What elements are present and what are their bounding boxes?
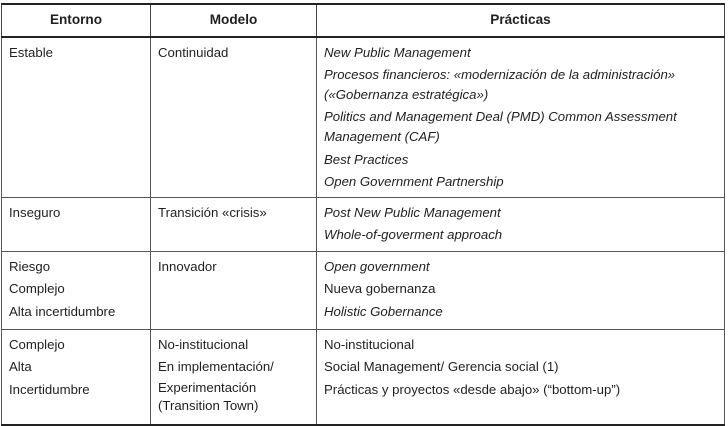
practice-item: Social Management/ Gerencia social (1): [324, 359, 559, 374]
entorno-cell: [2, 251, 151, 329]
modelo-text: Continuidad: [158, 45, 229, 60]
modelo-cell: [151, 251, 317, 329]
entorno-text: Complejo: [9, 336, 65, 352]
entorno-text: Riesgo: [9, 258, 51, 274]
practice-item: Procesos financieros: «modernización de la administración» («Gobernanza estratégica»): [324, 66, 676, 102]
entorno-text: Incertidumbre: [9, 381, 90, 397]
table-row: [2, 37, 725, 197]
practice-item: Holistic Gobernance: [324, 303, 443, 319]
modelo-text: (Transition Town): [158, 397, 259, 413]
entorno-cell: [2, 37, 151, 197]
modelo-cell: [151, 197, 317, 251]
entorno-cell: [2, 329, 151, 425]
header-practicas: Prácticas: [317, 4, 725, 37]
practice-item: Prácticas y proyectos «desde abajo» (“bottom-up”): [324, 381, 621, 397]
practices-table: [1, 3, 725, 426]
practice-item: Post New Public Management: [324, 204, 501, 220]
entorno-text: Alta: [9, 359, 32, 374]
practice-item: Nueva gobernanza: [324, 281, 436, 296]
practice-item: New Public Management: [324, 45, 471, 60]
practice-item: Open government: [324, 258, 430, 274]
table-row: [2, 197, 725, 251]
header-modelo: Modelo: [151, 4, 317, 37]
header-entorno: Entorno: [2, 4, 151, 37]
entorno-text: Inseguro: [9, 204, 61, 220]
entorno-text: Estable: [9, 45, 53, 60]
practice-item: Best Practices: [324, 151, 409, 167]
modelo-text: En implementación/: [158, 359, 274, 374]
entorno-text: Alta incertidumbre: [9, 303, 116, 319]
table-row: [2, 329, 725, 425]
practicas-cell: [317, 251, 725, 329]
practice-item: No-institucional: [324, 336, 415, 352]
modelo-cell: [151, 37, 317, 197]
practicas-cell: [317, 329, 725, 425]
practicas-cell: [317, 197, 725, 251]
table-row: [2, 251, 725, 329]
modelo-text: Transición «crisis»: [158, 204, 267, 220]
entorno-cell: [2, 197, 151, 251]
modelo-text: No-institucional: [158, 336, 249, 352]
practicas-cell: [317, 37, 725, 197]
practice-item: Politics and Management Deal (PMD) Common Assessment Management (CAF): [324, 108, 677, 144]
practice-item: Open Government Partnership: [324, 174, 504, 189]
table-header: [2, 4, 725, 37]
modelo-text: Innovador: [158, 258, 217, 274]
header-row: [2, 4, 725, 37]
modelo-text: Experimentación: [158, 379, 257, 395]
practice-item: Whole-of-goverment approach: [324, 227, 503, 242]
entorno-text: Complejo: [9, 281, 65, 296]
modelo-cell: [151, 329, 317, 425]
